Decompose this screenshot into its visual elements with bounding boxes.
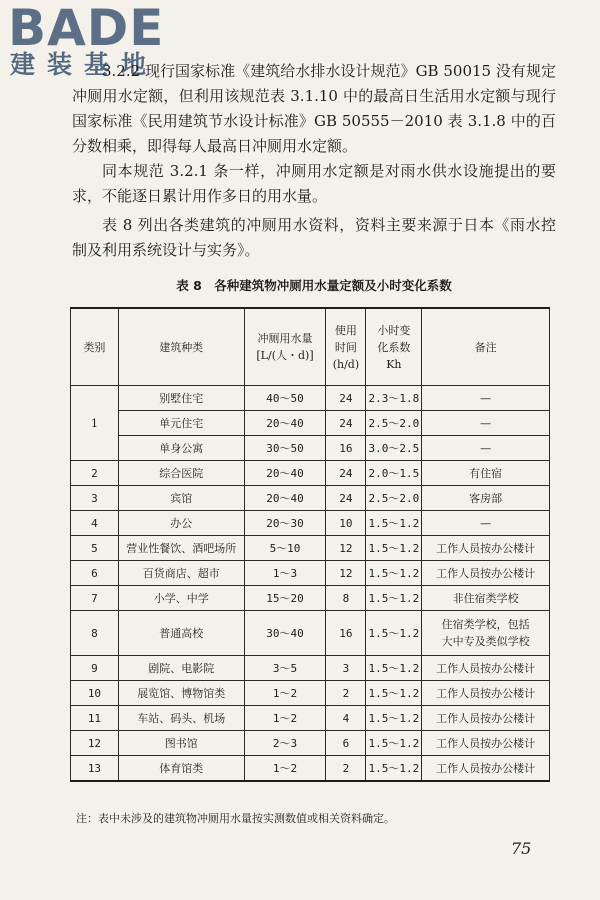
table-title: 表 8 各种建筑物冲厕用水量定额及小时变化系数 bbox=[176, 278, 452, 293]
table-row bbox=[71, 436, 550, 461]
cell-remark: 有住宿 bbox=[422, 461, 550, 486]
cell-quota: 5～10 bbox=[244, 536, 326, 561]
table-row bbox=[71, 706, 550, 731]
cell-quota: 15～20 bbox=[244, 586, 326, 611]
table-row bbox=[71, 386, 550, 411]
cell-building: 体育馆类 bbox=[118, 756, 244, 782]
cell-building: 单元住宅 bbox=[118, 411, 244, 436]
cell-remark: — bbox=[422, 411, 550, 436]
cell-quota: 3～5 bbox=[244, 656, 326, 681]
table-row bbox=[71, 611, 550, 656]
cell-remark: 工作人员按办公楼计 bbox=[422, 756, 550, 782]
cell-coefficient: 1.5～1.2 bbox=[366, 586, 422, 611]
cell-category: 12 bbox=[71, 731, 119, 756]
cell-category: 4 bbox=[71, 511, 119, 536]
header-flush-quota: 冲厕用水量 [L/(人・d)] bbox=[244, 308, 326, 386]
cell-building: 宾馆 bbox=[118, 486, 244, 511]
cell-coefficient: 1.5～1.2 bbox=[366, 706, 422, 731]
cell-coefficient: 2.5～2.0 bbox=[366, 486, 422, 511]
cell-remark: 住宿类学校，包括 大中专及类似学校 bbox=[422, 611, 550, 656]
cell-hours: 24 bbox=[326, 461, 366, 486]
cell-coefficient: 3.0～2.5 bbox=[366, 436, 422, 461]
cell-hours: 2 bbox=[326, 756, 366, 782]
cell-coefficient: 2.5～2.0 bbox=[366, 411, 422, 436]
cell-building: 别墅住宅 bbox=[118, 386, 244, 411]
cell-hours: 8 bbox=[326, 586, 366, 611]
logo-subtext: 建装基地 bbox=[10, 50, 159, 79]
cell-quota: 1～3 bbox=[244, 561, 326, 586]
cell-building: 车站、码头、机场 bbox=[118, 706, 244, 731]
cell-coefficient: 1.5～1.2 bbox=[366, 561, 422, 586]
paragraph-3-2-2: 3.2.2 现行国家标准《建筑给水排水设计规范》GB 50015 没有规定冲厕用水定额，但利用该规范表 3.1.10 中的最高日生活用水定额与现行国家标准《民用建筑节水设计标准》GB 50555－2010 表 3.1.8 中的百分数相乘，即得每人最高日冲厕用水定额。 bbox=[72, 62, 556, 155]
table-row bbox=[71, 411, 550, 436]
table-row bbox=[71, 756, 550, 782]
cell-remark: — bbox=[422, 511, 550, 536]
cell-hours: 16 bbox=[326, 436, 366, 461]
cell-remark: — bbox=[422, 436, 550, 461]
header-usage-hours: 使用 时间 (h/d) bbox=[326, 308, 366, 386]
cell-building: 办公 bbox=[118, 511, 244, 536]
cell-hours: 24 bbox=[326, 411, 366, 436]
page-number: 75 bbox=[511, 839, 532, 858]
cell-category: 9 bbox=[71, 656, 119, 681]
table-row bbox=[71, 461, 550, 486]
cell-quota: 2～3 bbox=[244, 731, 326, 756]
table-row bbox=[71, 561, 550, 586]
table-row bbox=[71, 681, 550, 706]
cell-remark: — bbox=[422, 386, 550, 411]
cell-building: 百货商店、超市 bbox=[118, 561, 244, 586]
cell-coefficient: 1.5～1.2 bbox=[366, 756, 422, 782]
table-row bbox=[71, 486, 550, 511]
cell-remark: 工作人员按办公楼计 bbox=[422, 731, 550, 756]
cell-building: 剧院、电影院 bbox=[118, 656, 244, 681]
paragraph-quota-note: 同本规范 3.2.1 条一样，冲厕用水定额是对雨水供水设施提出的要求，不能逐日累计用作多日的用水量。 bbox=[72, 162, 556, 205]
cell-quota: 1～2 bbox=[244, 756, 326, 782]
cell-category: 7 bbox=[71, 586, 119, 611]
paragraph-table-intro: 表 8 列出各类建筑的冲厕用水资料，资料主要来源于日本《雨水控制及利用系统设计与实务》。 bbox=[72, 216, 556, 259]
cell-remark: 工作人员按办公楼计 bbox=[422, 536, 550, 561]
table-header-row bbox=[71, 308, 550, 386]
cell-hours: 24 bbox=[326, 386, 366, 411]
table-row bbox=[71, 731, 550, 756]
cell-hours: 6 bbox=[326, 731, 366, 756]
cell-hours: 10 bbox=[326, 511, 366, 536]
header-hourly-coefficient: 小时变 化系数 Kh bbox=[366, 308, 422, 386]
flush-water-quota-table bbox=[70, 307, 550, 782]
cell-building: 小学、中学 bbox=[118, 586, 244, 611]
cell-quota: 20～40 bbox=[244, 461, 326, 486]
header-building-type: 建筑种类 bbox=[118, 308, 244, 386]
cell-remark: 工作人员按办公楼计 bbox=[422, 656, 550, 681]
cell-category: 5 bbox=[71, 536, 119, 561]
cell-building: 单身公寓 bbox=[118, 436, 244, 461]
cell-hours: 24 bbox=[326, 486, 366, 511]
cell-category: 13 bbox=[71, 756, 119, 782]
header-remark: 备注 bbox=[422, 308, 550, 386]
cell-category: 8 bbox=[71, 611, 119, 656]
logo-text: BADE bbox=[8, 0, 165, 57]
cell-building: 图书馆 bbox=[118, 731, 244, 756]
cell-hours: 2 bbox=[326, 681, 366, 706]
cell-quota: 1～2 bbox=[244, 681, 326, 706]
cell-coefficient: 1.5～1.2 bbox=[366, 611, 422, 656]
cell-coefficient: 1.5～1.2 bbox=[366, 656, 422, 681]
cell-building: 普通高校 bbox=[118, 611, 244, 656]
cell-hours: 16 bbox=[326, 611, 366, 656]
cell-category: 1 bbox=[71, 386, 119, 461]
cell-hours: 12 bbox=[326, 536, 366, 561]
table-row bbox=[71, 586, 550, 611]
cell-category: 2 bbox=[71, 461, 119, 486]
cell-quota: 40～50 bbox=[244, 386, 326, 411]
cell-coefficient: 2.3～1.8 bbox=[366, 386, 422, 411]
table-row bbox=[71, 656, 550, 681]
cell-remark: 工作人员按办公楼计 bbox=[422, 681, 550, 706]
cell-coefficient: 1.5～1.2 bbox=[366, 511, 422, 536]
cell-coefficient: 1.5～1.2 bbox=[366, 681, 422, 706]
cell-category: 10 bbox=[71, 681, 119, 706]
table-row bbox=[71, 536, 550, 561]
cell-coefficient: 1.5～1.2 bbox=[366, 536, 422, 561]
cell-quota: 20～40 bbox=[244, 486, 326, 511]
table-row bbox=[71, 511, 550, 536]
cell-building: 综合医院 bbox=[118, 461, 244, 486]
cell-quota: 20～30 bbox=[244, 511, 326, 536]
cell-category: 3 bbox=[71, 486, 119, 511]
cell-remark: 客房部 bbox=[422, 486, 550, 511]
cell-category: 6 bbox=[71, 561, 119, 586]
cell-category: 11 bbox=[71, 706, 119, 731]
cell-hours: 3 bbox=[326, 656, 366, 681]
cell-quota: 30～50 bbox=[244, 436, 326, 461]
table-footnote: 注：表中未涉及的建筑物冲厕用水量按实测数值或相关资料确定。 bbox=[76, 812, 395, 825]
cell-building: 展览馆、博物馆类 bbox=[118, 681, 244, 706]
cell-coefficient: 2.0～1.5 bbox=[366, 461, 422, 486]
cell-remark: 工作人员按办公楼计 bbox=[422, 706, 550, 731]
cell-quota: 1～2 bbox=[244, 706, 326, 731]
cell-remark: 工作人员按办公楼计 bbox=[422, 561, 550, 586]
cell-hours: 4 bbox=[326, 706, 366, 731]
header-category: 类别 bbox=[71, 308, 119, 386]
cell-remark: 非住宿类学校 bbox=[422, 586, 550, 611]
cell-quota: 30～40 bbox=[244, 611, 326, 656]
cell-quota: 20～40 bbox=[244, 411, 326, 436]
cell-hours: 12 bbox=[326, 561, 366, 586]
cell-coefficient: 1.5～1.2 bbox=[366, 731, 422, 756]
cell-building: 营业性餐饮、酒吧场所 bbox=[118, 536, 244, 561]
